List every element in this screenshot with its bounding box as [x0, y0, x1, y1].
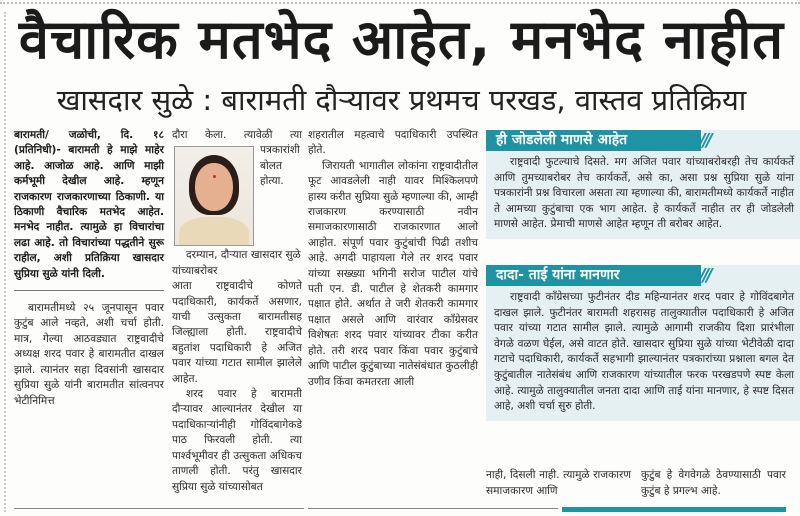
box-title: ही जोडलेली माणसे आहेत: [486, 130, 701, 151]
slash-decoration-icon: ///: [699, 264, 710, 286]
lead-paragraph: बारामती/ जळोची, दि. १८ (प्रतिनिधी)- बारामती हे माझे माहेर आहे. आजोळ आहे. आणि माझी कर्मभूमी देखील आहे. म्हणून राजकारण राजकारणाच्या ठिकाणी. या ठिकाणी वैचारिक मतभेद आहेत. मनभेद नाहीत. त्यामुळे हा विचारांचा लढा आहे. तो विचारांच्या पद्धतीने सुरू राहील, अशी प्रतिक्रिया खासदार सुप्रिया सुळे यांनी दिली.: [14, 129, 164, 280]
box-header: [486, 130, 800, 151]
portrait-photo: [174, 146, 254, 246]
headline: वैचारिक मतभेद आहेत, मनभेद नाहीत: [18, 8, 785, 71]
article-column-3: [308, 128, 478, 390]
paragraph: दरम्यान, दौऱ्यात खासदार सुळे यांच्याबरोबर: [172, 249, 301, 277]
paragraph: शरद पवार हे बारामती दौऱ्यावर आल्यानंतर देखील या पदाधिकाऱ्यांनीही गोविंदबागेकडे पाठ फिरवली होती. त्या पार्श्वभूमीवर ही उत्सुकता अधिकच ताणली होती. परंतु खासदार सुप्रिया सुळे यांच्यासोबत: [172, 388, 302, 493]
sidebar-box-1: [486, 130, 800, 239]
paragraph: आता राष्ट्रवादीचे कोणते पदाधिकारी, कार्यकर्ते असणार, याची उत्सुकता बारामतीसह जिल्ह्याला होती. राष्ट्रवादीचे बहुतांश पदाधिकारी हे अजित पवार यांच्या गटात सामील झालेले आहेत.: [172, 280, 302, 385]
sidebar-box-2: [486, 265, 800, 421]
divider: [14, 508, 304, 509]
box-title: दादा- ताई यांना मानणार: [486, 265, 701, 286]
left-border: [4, 12, 6, 512]
paragraph: बारामतीमध्ये २५ जूनपासून पवार कुटुंब आले नव्हते, अशी चर्चा होती. मात्र, गेल्या आठवड्यात राष्ट्रवादीचे अध्यक्ष शरद पवार हे बारामतीत दाखल झाले. त्यानंतर सहा दिवसांनी खासदार सुप्रिया सुळे यांनी बारामतीत सांत्वनपर भेटीनिमित्त: [14, 302, 164, 407]
article-column-2: [172, 128, 302, 495]
accent-bar: [562, 507, 786, 512]
article-column-1: [14, 128, 164, 409]
box-text: राष्ट्रवादी फुटल्याचे दिसते. मग अजित पवार यांच्याबरोबरही तेच कार्यकर्ते आणि तुमच्याबरोबर तेच कार्यकर्ते, असे का, असा प्रश्न सुप्रिया सुळे यांना पत्रकारांनी प्रश्न विचारला असता त्या म्हणाल्या की, बारामतीमध्ये कार्यकर्ते नाहीत ते आमच्या कुटुंबाचा एक भाग आहेत. हे कार्यकर्ते नाहीत तर ही जोडलेली माणसे आहेत. प्रेमाची माणसे आहेत म्हणून ती बरोबर आहेत.: [494, 156, 794, 231]
paragraph: कुटुंब हे वेगवेगळे ठेवण्यासाठी पवार कुटुंब हे प्रगल्भ आहे.: [641, 469, 786, 497]
subheadline: खासदार सुळे : बारामती दौऱ्यावर प्रथमच परखड, वास्तव प्रतिक्रिया: [56, 83, 747, 117]
divider: [14, 290, 164, 291]
divider: [308, 508, 558, 509]
box-text: राष्ट्रवादी काँग्रेसच्या फुटीनंतर दीड महिन्यानंतर शरद पवार हे गोविंदबागेत दाखल झाले. फुटीनंतर बारामती शहरासह तालुक्यातील पदाधिकारी हे अजित पवार यांच्या गटात सामील झाले. त्यामुळे आगामी राजकीय दिशा प्रारंभीला वेगळे वळण घेईल, असे वाटत होते. खासदार सुप्रिया सुळे यांच्या भेटीवेळी दादा गटाचे पदाधिकारी, कार्यकर्ते सहभागी झाल्यानंतर पत्रकारांच्या प्रश्नाला बगल देत कुटुंबातील नातेसंबंध आणि राजकारण यांच्यातील फरक परखडपणे स्पष्ट केला आहे. त्यामुळे तालुक्यातील जनता दादा आणि ताई यांना मानणार, हे स्पष्ट दिसत आहे, अशी चर्चा सुरु होती.: [494, 291, 794, 413]
paragraph: शहरातील महत्वाचे पदाधिकारी उपस्थित होते.: [308, 129, 478, 157]
paragraph: जिरायती भागातील लोकांना राष्ट्रवादीतील फूट आवडलेली नाही यावर मिश्किलपणे हास्य करीत सुप्रिया सुळे म्हणाल्या की, आम्ही राजकारण करण्यासाठी नवीन समाजकारणासाठी राजकारणात आलो आहोत. संपूर्ण पवार कुटुंबांची पिढी तशीच आहे. अगदी पाहायला गेले तर शरद पवार यांच्या सख्ख्या भगिनी सरोज पाटील यांचे पती एन. डी. पाटील हे शेतकरी कामगार पक्षात होते. अर्थात ते जरी शेतकरी कामगार पक्षात असले आणि वारंवार काँग्रेसवर विशेषतः शरद पवार यांच्यावर टीका करीत होते. तरी शरद पवार किंवा पवार कुटुंबाचे आणि पाटील कुटुंबाच्या नातेसंबंधात कुठलीही उणीव किंवा कमतरता आली: [308, 159, 478, 388]
article-continuation: [486, 468, 786, 499]
slash-decoration-icon: ///: [699, 129, 710, 151]
paragraph: पत्रकारांशी बोलत होत्या.: [260, 144, 300, 188]
paragraph: नाही, दिसली नाही. त्यामुळे राजकारण समाजकारण आणि: [486, 469, 631, 497]
paragraph: दौरा केला. त्यावेळी त्या: [172, 129, 302, 141]
box-header: [486, 265, 800, 286]
